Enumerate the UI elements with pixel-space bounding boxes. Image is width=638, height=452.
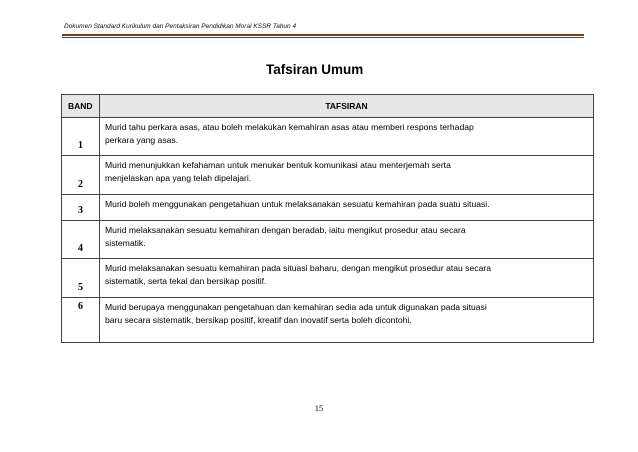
table-row xyxy=(62,118,594,156)
band-column-header: BAND xyxy=(62,95,100,118)
band-number: 3 xyxy=(62,195,100,221)
tafsiran-column-header: TAFSIRAN xyxy=(100,95,594,118)
band-description: Murid menunjukkan kefahaman untuk menukar bentuk komunikasi atau menterjemah serta menjelaskan apa yang telah dipelajari. xyxy=(100,156,594,195)
band-description: Murid tahu perkara asas, atau boleh melakukan kemahiran asas atau memberi respons terhadap perkara yang asas. xyxy=(100,118,594,156)
table-row xyxy=(62,156,594,195)
band-number: 6 xyxy=(62,298,100,343)
header-rule-thin xyxy=(62,37,584,38)
band-number: 5 xyxy=(62,259,100,298)
band-description: Murid boleh menggunakan pengetahuan untuk melaksanakan sesuatu kemahiran pada suatu situasi. xyxy=(100,195,594,221)
band-description: Murid melaksanakan sesuatu kemahiran dengan beradab, iaitu mengikut prosedur atau secara sistematik. xyxy=(100,221,594,259)
table-header-row xyxy=(62,95,594,118)
band-number: 2 xyxy=(62,156,100,195)
table-row xyxy=(62,298,594,343)
band-number: 4 xyxy=(62,221,100,259)
page-title: Tafsiran Umum xyxy=(266,62,364,77)
page-number: 15 xyxy=(314,403,324,413)
band-number: 1 xyxy=(62,118,100,156)
band-table xyxy=(61,94,594,343)
table-row xyxy=(62,259,594,298)
band-description: Murid berupaya menggunakan pengetahuan dan kemahiran sedia ada untuk digunakan pada situasi baru secara sistematik, bersikap positif, kreatif dan inovatif serta boleh dicontohi. xyxy=(100,298,594,343)
table-row xyxy=(62,195,594,221)
table-row xyxy=(62,221,594,259)
document-header: Dokumen Standard Kurikulum dan Pentaksiran Pendidikan Moral KSSR Tahun 4 xyxy=(64,23,297,30)
header-rule xyxy=(62,34,584,36)
band-description: Murid melaksanakan sesuatu kemahiran pada situasi baharu, dengan mengikut prosedur atau secara sistematik, serta tekal dan bersikap positif. xyxy=(100,259,594,298)
